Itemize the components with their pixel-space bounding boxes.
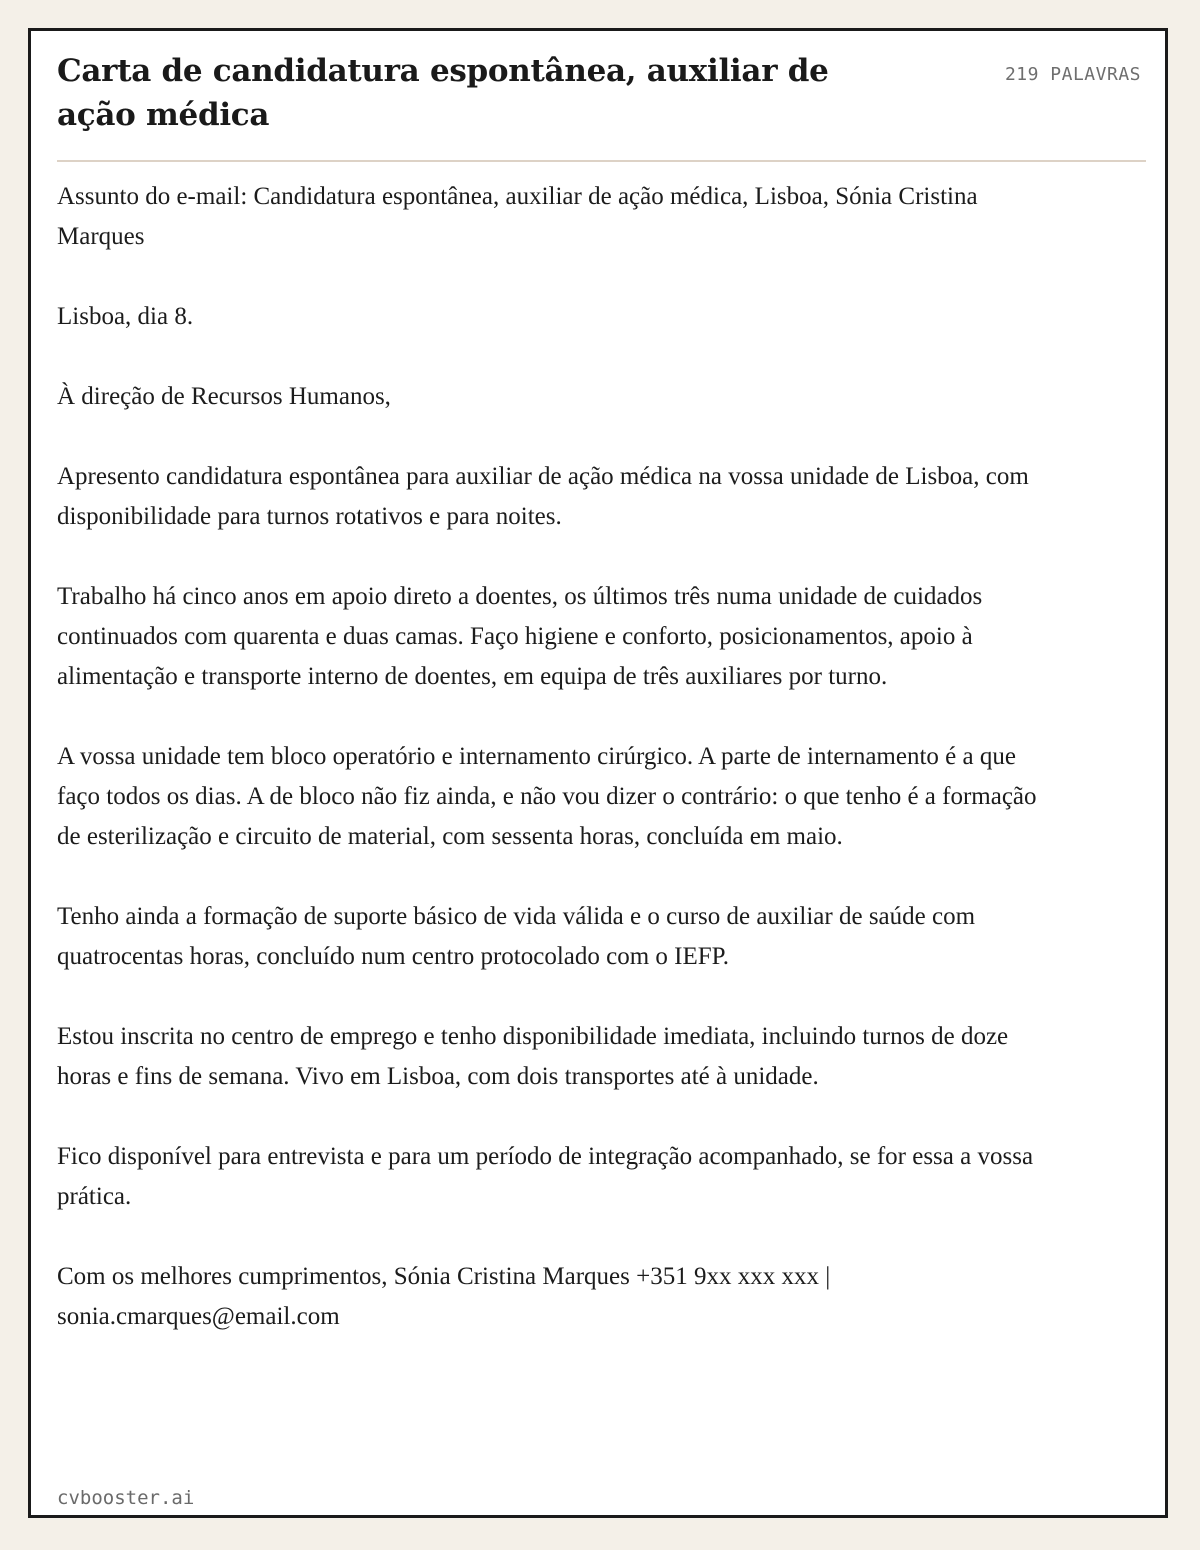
- letter-signature: Com os melhores cumprimentos, Sónia Cristina Marques +351 9xx xxx xxx | sonia.cmarques@email.com: [57, 1263, 831, 1330]
- document-title: Carta de candidatura espontânea, auxiliar de ação médica: [57, 53, 829, 133]
- letter-paragraph: Fico disponível para entrevista e para um período de integração acompanhado, se for essa a vossa prática.: [57, 1143, 1034, 1210]
- letter-paragraph: Apresento candidatura espontânea para auxiliar de ação médica na vossa unidade de Lisboa, com disponibilidade para turnos rotativos e para noites.: [57, 463, 1029, 530]
- footer-brand: cvbooster.ai: [57, 1487, 195, 1509]
- letter-paragraph: Tenho ainda a formação de suporte básico de vida válida e o curso de auxiliar de saúde com quatrocentas horas, concluído num centro protocolado com o IEFP.: [57, 903, 976, 970]
- letter-paragraph: Estou inscrita no centro de emprego e tenho disponibilidade imediata, incluindo turnos de doze horas e fins de semana. Vivo em Lisboa, com dois transportes até à unidade.: [57, 1023, 1009, 1090]
- letter-card: [28, 28, 1168, 1518]
- title-divider: [57, 160, 1146, 162]
- letter-paragraph: A vossa unidade tem bloco operatório e internamento cirúrgico. A parte de internamento é a que faço todos os dias. A de bloco não fiz ainda, e não vou dizer o contrário: o que tenho é a formação de esterilização e circuito de material, com sessenta horas, concluída em maio.: [57, 743, 1037, 850]
- letter-paragraph: Trabalho há cinco anos em apoio direto a doentes, os últimos três numa unidade de cuidados continuados com quarenta e duas camas. Faço higiene e conforto, posicionamentos, apoio à alimentação e transporte interno de doentes, em equipa de três auxiliares por turno.: [57, 583, 983, 690]
- letter-salutation: À direção de Recursos Humanos,: [57, 383, 391, 410]
- email-subject: Assunto do e-mail: Candidatura espontânea, auxiliar de ação médica, Lisboa, Sónia Cristina Marques: [57, 183, 978, 250]
- letter-body: [57, 177, 1057, 1337]
- word-count: 219 PALAVRAS: [1004, 64, 1141, 85]
- letter-date: Lisboa, dia 8.: [57, 303, 194, 330]
